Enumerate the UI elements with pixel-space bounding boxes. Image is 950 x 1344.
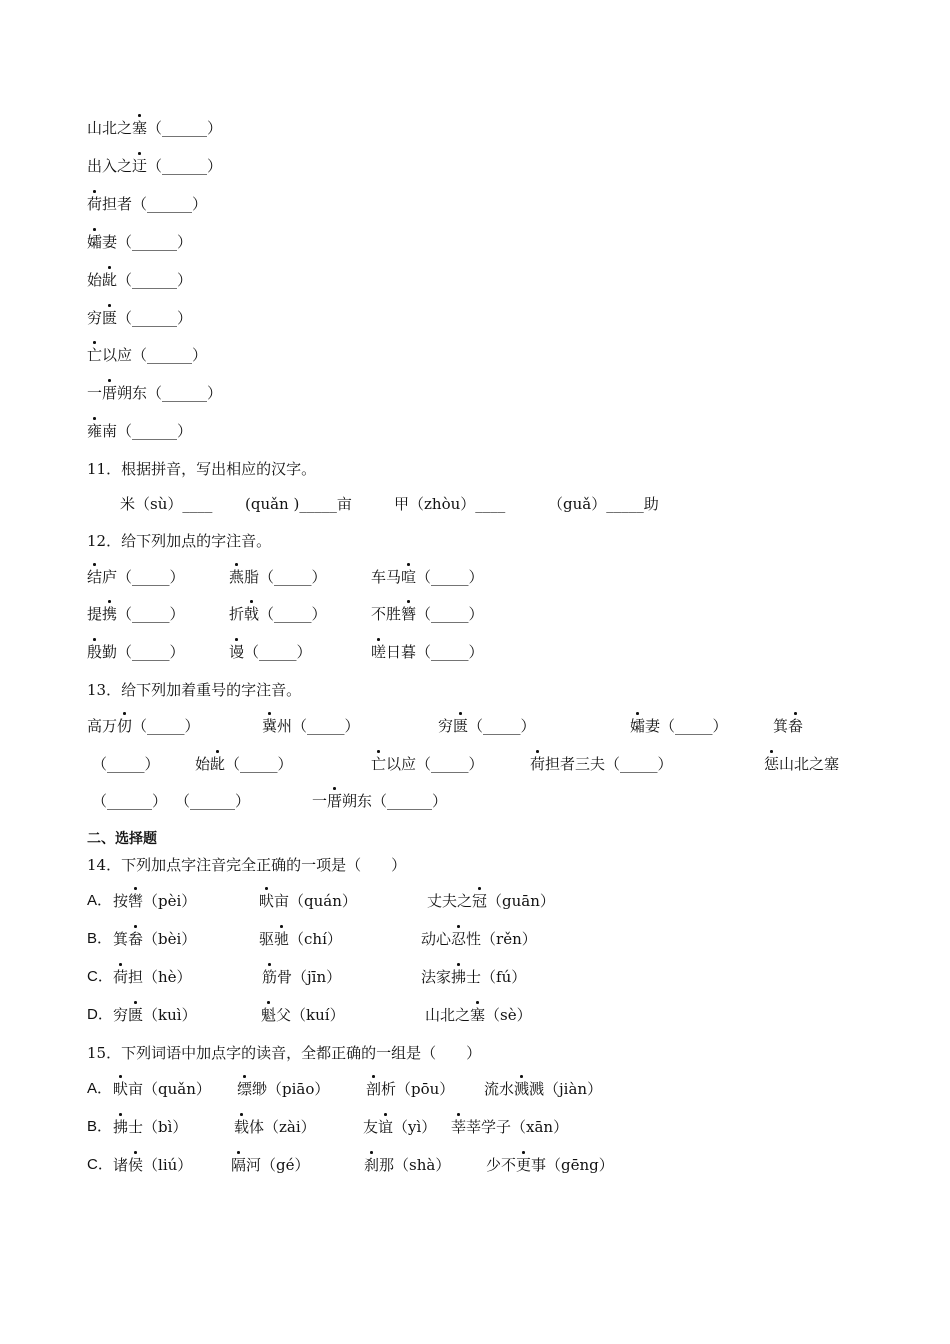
dotted-char: 魁 — [261, 1001, 276, 1029]
list-item: 孀妻（______） — [87, 228, 192, 256]
list-item: 山北之塞（sè） — [425, 1001, 532, 1029]
dotted-char: 溅 — [514, 1075, 529, 1103]
dotted-char: 莘 — [451, 1113, 466, 1141]
dotted-char: 刹 — [364, 1151, 379, 1179]
list-item: 剖析（pōu） — [366, 1075, 454, 1103]
list-item: 魁父（kuí） — [261, 1001, 345, 1029]
dotted-char: 携 — [102, 600, 117, 628]
dotted-char: 荷 — [113, 963, 128, 991]
dotted-char: 雍 — [87, 417, 102, 445]
dotted-char: 更 — [516, 1151, 531, 1179]
list-item: 不胜簪（_____） — [371, 600, 484, 628]
dotted-char: 亡 — [87, 341, 102, 369]
dotted-char: 忍 — [451, 925, 466, 953]
list-item: 燕脂（_____） — [229, 563, 327, 591]
list-item: 穷匮（kuì） — [113, 1001, 197, 1029]
list-item: （______） — [92, 792, 168, 810]
dotted-char: 孀 — [630, 712, 645, 740]
dotted-char: 亡 — [371, 750, 386, 778]
list-item: 刹那（shà） — [364, 1151, 450, 1179]
q14-option-b: B． 箕畚（bèi） 驱驰（chí） 动心忍性（rěn） — [87, 925, 587, 953]
list-item: 亡以应（______） — [87, 341, 207, 369]
dotted-char: 惩 — [764, 750, 779, 778]
dotted-char: 载 — [234, 1113, 249, 1141]
list-item: 山北之塞（______） — [87, 114, 222, 142]
q12-row-3 — [87, 638, 587, 666]
q11-title: 11．根据拼音，写出相应的汉字。 — [87, 460, 317, 478]
list-item: 按辔（pèi） — [113, 887, 196, 915]
q13-row-2 — [87, 750, 867, 778]
dotted-char: 畚 — [788, 712, 803, 740]
list-item: 孀妻（_____） — [630, 712, 728, 740]
dotted-char: 隔 — [231, 1151, 246, 1179]
list-item: 畎亩（quán） — [259, 887, 357, 915]
dotted-char: 孀 — [87, 228, 102, 256]
dotted-char: 龀 — [102, 266, 117, 294]
dotted-char: 喧 — [401, 563, 416, 591]
dotted-char: 谩 — [229, 638, 244, 666]
dotted-char: 嗟 — [371, 638, 386, 666]
q14-option-d: D． 穷匮（kuì） 魁父（kuí） 山北之塞（sè） — [87, 1001, 587, 1029]
list-item: 诸侯（liú） — [113, 1151, 192, 1179]
dotted-char: 冀 — [262, 712, 277, 740]
list-item: 折戟（_____） — [229, 600, 327, 628]
list-item: 荷担（hè） — [113, 963, 192, 991]
list-item: 荷担者（______） — [87, 190, 207, 218]
section-heading: 二、选择题 — [87, 831, 157, 847]
dotted-char: 畎 — [113, 1075, 128, 1103]
list-item: 荷担者三夫（_____） — [530, 750, 673, 778]
list-item: 亡以应（_____） — [371, 750, 484, 778]
list-item: （______） — [175, 792, 251, 810]
dotted-char: 戟 — [244, 600, 259, 628]
list-item: （guǎ）_____助 — [548, 495, 659, 513]
list-item: (quǎn )_____亩 — [245, 495, 352, 513]
list-item: 冀州（_____） — [262, 712, 360, 740]
list-item: 驱驰（chí） — [259, 925, 342, 953]
list-item: 米（sù）____ — [120, 495, 213, 513]
list-item: 丈夫之冠（guān） — [427, 887, 555, 915]
list-item: 提携（_____） — [87, 600, 185, 628]
list-item: 车马喧（_____） — [371, 563, 484, 591]
list-item: 一厝朔东（______） — [87, 379, 222, 407]
list-item: 法家拂士（fú） — [421, 963, 526, 991]
dotted-char: 殷 — [87, 638, 102, 666]
dotted-char: 荷 — [530, 750, 545, 778]
dotted-char: 剖 — [366, 1075, 381, 1103]
list-item: 拂士（bì） — [113, 1113, 187, 1141]
dotted-char: 辔 — [128, 887, 143, 915]
list-item: 筋骨（jīn） — [262, 963, 341, 991]
dotted-char: 龀 — [210, 750, 225, 778]
list-item: 穷匮（_____） — [438, 712, 536, 740]
list-item: 箕畚 — [773, 712, 803, 740]
list-item: 莘莘学子（xān） — [451, 1113, 568, 1141]
q15-option-a: A． 畎亩（quǎn） 缥缈（piāo） 剖析（pōu） 流水溅溅（jiàn） — [87, 1075, 647, 1103]
dotted-char: 结 — [87, 563, 102, 591]
dotted-char: 畎 — [259, 887, 274, 915]
list-item: 高万仞（_____） — [87, 712, 200, 740]
dotted-char: 畚 — [128, 925, 143, 953]
list-item: 穷匮（______） — [87, 304, 192, 332]
list-item: 雍南（______） — [87, 417, 192, 445]
list-item: 缥缈（piāo） — [237, 1075, 329, 1103]
list-item: 载体（zài） — [234, 1113, 316, 1141]
q14-title: 14．下列加点字注音完全正确的一项是（ ） — [87, 856, 407, 874]
q12-row-1 — [87, 563, 587, 591]
list-item: 出入之迂（______） — [87, 152, 222, 180]
q14-option-a: A． 按辔（pèi） 畎亩（quán） 丈夫之冠（guān） — [87, 887, 587, 915]
q12-title: 12．给下列加点的字注音。 — [87, 532, 272, 550]
list-item: 始龀（_____） — [195, 750, 293, 778]
q13-row-3 — [87, 787, 587, 815]
dotted-char: 拂 — [451, 963, 466, 991]
dotted-char: 谊 — [378, 1113, 393, 1141]
dotted-char: 塞 — [470, 1001, 485, 1029]
q13-title: 13．给下列加着重号的字注音。 — [87, 681, 302, 699]
q13-row-1 — [87, 712, 867, 740]
list-item: 一厝朔东（______） — [312, 787, 447, 815]
q11-items — [120, 490, 680, 518]
dotted-char: 驰 — [274, 925, 289, 953]
list-item: 流水溅溅（jiàn） — [484, 1075, 602, 1103]
list-item: 结庐（_____） — [87, 563, 185, 591]
dotted-char: 筋 — [262, 963, 277, 991]
list-item: 友谊（yì） — [363, 1113, 436, 1141]
list-item: 隔河（gé） — [231, 1151, 310, 1179]
dotted-char: 厝 — [102, 379, 117, 407]
q15-title: 15．下列词语中加点字的读音，全都正确的一组是（ ） — [87, 1044, 482, 1062]
q15-option-c: C． 诸侯（liú） 隔河（gé） 刹那（shà） 少不更事（gēng） — [87, 1151, 647, 1179]
list-item: 箕畚（bèi） — [113, 925, 196, 953]
list-item: 谩（_____） — [229, 638, 312, 666]
dotted-char: 缥 — [237, 1075, 252, 1103]
dotted-char: 塞 — [132, 114, 147, 142]
list-item: 嗟日暮（_____） — [371, 638, 484, 666]
dotted-char: 拂 — [113, 1113, 128, 1141]
dotted-char: 仞 — [117, 712, 132, 740]
list-item: 动心忍性（rěn） — [421, 925, 537, 953]
q14-option-c: C． 荷担（hè） 筋骨（jīn） 法家拂士（fú） — [87, 963, 587, 991]
list-item: 始龀（______） — [87, 266, 192, 294]
list-item: 少不更事（gēng） — [486, 1151, 614, 1179]
list-item: 殷勤（_____） — [87, 638, 185, 666]
q12-row-2 — [87, 600, 587, 628]
dotted-char: 燕 — [229, 563, 244, 591]
dotted-char: 簪 — [401, 600, 416, 628]
list-item: 甲（zhòu）____ — [394, 495, 506, 513]
dotted-char: 迂 — [132, 152, 147, 180]
dotted-char: 匮 — [102, 304, 117, 332]
dotted-char: 冠 — [472, 887, 487, 915]
q15-option-b: B． 拂士（bì） 载体（zài） 友谊（yì） 莘莘学子（xān） — [87, 1113, 647, 1141]
list-item: 畎亩（quǎn） — [113, 1075, 211, 1103]
dotted-char: 匮 — [128, 1001, 143, 1029]
dotted-char: 侯 — [128, 1151, 143, 1179]
list-item: （_____） — [92, 755, 160, 773]
list-item: 惩山北之塞 — [764, 750, 839, 778]
dotted-char: 厝 — [327, 787, 342, 815]
dotted-char: 匮 — [453, 712, 468, 740]
dotted-char: 荷 — [87, 190, 102, 218]
